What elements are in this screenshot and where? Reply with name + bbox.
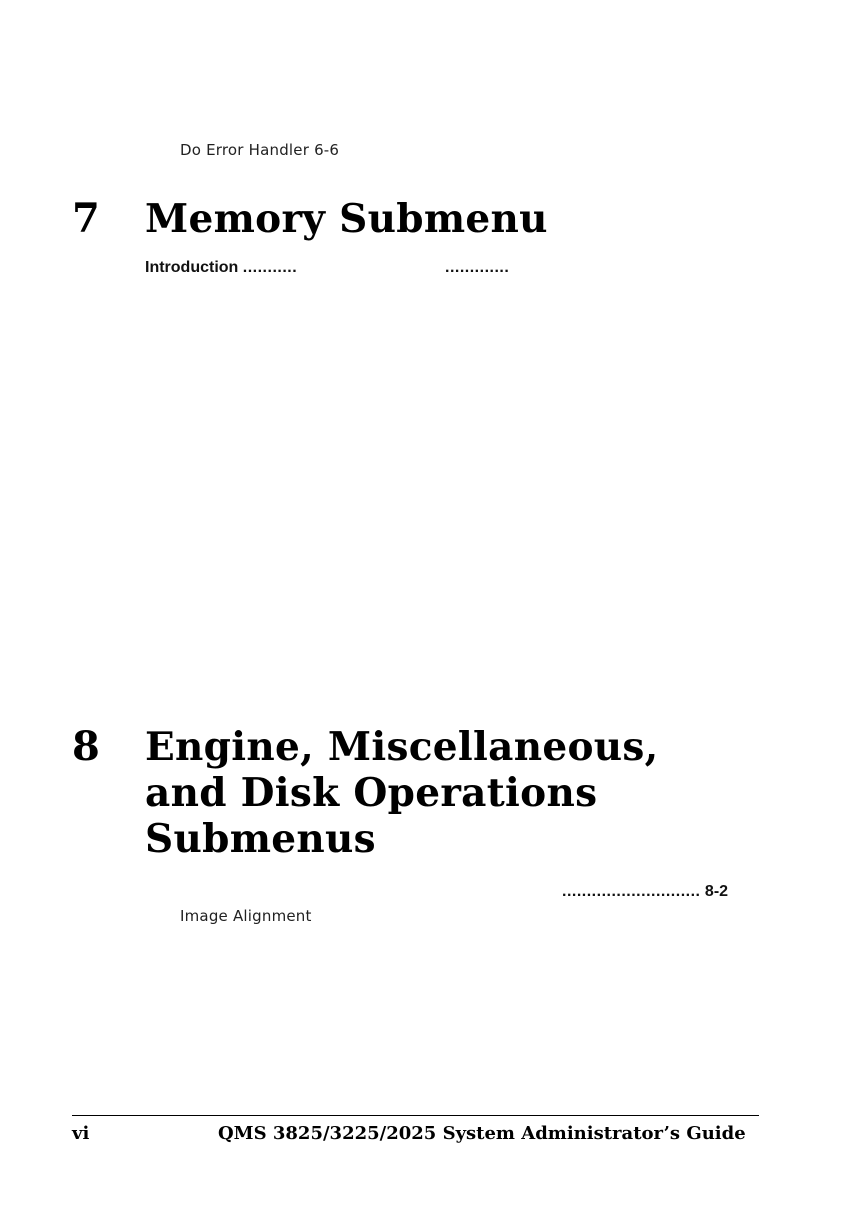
footer-divider xyxy=(72,1115,759,1116)
chapter-8-title-line-1[interactable]: Engine, Miscellaneous, xyxy=(145,724,659,770)
toc-entry-title: Introduction xyxy=(145,259,239,276)
toc-leader-dots: ............. xyxy=(445,259,510,276)
chapter-8-title-line-3[interactable]: Submenus xyxy=(145,816,376,862)
toc-entry-do-error-handler[interactable] xyxy=(180,141,339,159)
toc-entry-page: 8-2 xyxy=(704,883,729,900)
chapter-8-title-line-2[interactable]: and Disk Operations xyxy=(145,770,598,816)
toc-entry-chapter-8-page[interactable] xyxy=(562,883,728,901)
chapter-8-number: 8 xyxy=(72,723,100,770)
toc-entry-page: 6-6 xyxy=(314,141,340,159)
toc-entry-title: Image Alignment xyxy=(180,907,312,925)
toc-leader-dots: ........... xyxy=(242,259,298,276)
toc-entry-introduction[interactable] xyxy=(145,259,297,277)
footer-page-number: vi xyxy=(72,1123,90,1144)
toc-entry-image-alignment[interactable] xyxy=(180,907,312,925)
chapter-7-number: 7 xyxy=(72,195,100,242)
toc-leader-dots: ............................ xyxy=(562,883,701,900)
toc-entry-title: Do Error Handler xyxy=(180,141,310,159)
footer-book-title: QMS 3825/3225/2025 System Administrator’s Guide xyxy=(218,1123,746,1144)
chapter-7-title[interactable]: Memory Submenu xyxy=(145,196,548,242)
